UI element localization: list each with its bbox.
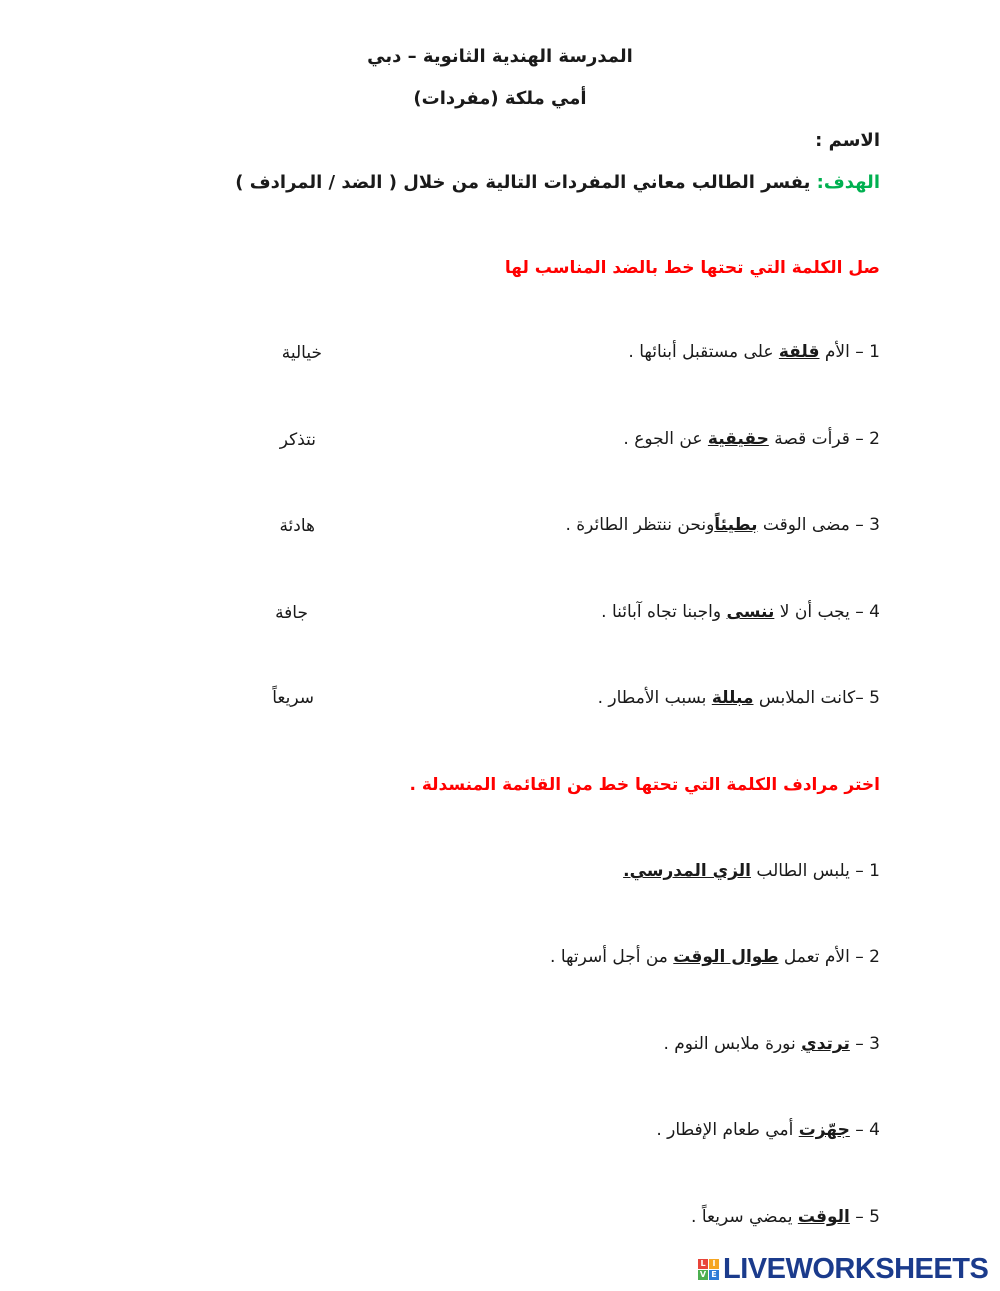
section1-item-1[interactable]: 1 – الأم قلقة على مستقبل أبنائها . — [628, 342, 880, 362]
section1-item-4[interactable]: 4 – يجب أن لا ننسى واجبنا تجاه آبائنا . — [601, 602, 880, 622]
section1-item-3[interactable]: 3 – مضى الوقت بطيئاًونحن ننتظر الطائرة . — [565, 515, 880, 535]
section2-item-2[interactable]: 2 – الأم تعمل طوال الوقت من أجل أسرتها . — [550, 947, 880, 967]
section1-item-2[interactable]: 2 – قرأت قصة حقيقية عن الجوع . — [623, 429, 880, 449]
liveworksheets-logo — [698, 1253, 988, 1286]
option-5[interactable]: سريعاً — [272, 688, 314, 708]
goal-label: الهدف: — [816, 172, 880, 193]
section2-item-5[interactable]: 5 – الوقت يمضي سريعاً . — [691, 1207, 880, 1227]
section2-item-3[interactable]: 3 – ترتدي نورة ملابس النوم . — [663, 1034, 880, 1054]
goal-text: يفسر الطالب معاني المفردات التالية من خلال ( الضد / المرادف ) — [235, 172, 817, 193]
underlined-word: طوال الوقت — [673, 947, 779, 967]
section2-instruction: اختر مرادف الكلمة التي تحتها خط من القائمة المنسدلة . — [409, 775, 880, 795]
goal-line — [235, 172, 880, 193]
underlined-word: الوقت — [797, 1207, 850, 1227]
section2-item-4[interactable]: 4 – جهّزت أمي طعام الإفطار . — [656, 1120, 880, 1140]
section2-item-1[interactable]: 1 – يلبس الطالب الزي المدرسي. — [623, 861, 880, 881]
school-title: المدرسة الهندية الثانوية – دبي — [367, 46, 633, 67]
underlined-word: ننسى — [726, 602, 775, 622]
name-label: الاسم : — [815, 130, 880, 151]
underlined-word: حقيقية — [707, 429, 769, 449]
logo-mark-icon: L I V E — [698, 1259, 719, 1280]
option-4[interactable]: جافة — [275, 603, 308, 623]
underlined-word: الزي المدرسي. — [623, 861, 751, 881]
section1-item-5[interactable]: 5 –كانت الملابس مبللة بسبب الأمطار . — [597, 688, 880, 708]
logo-text: LIVEWORKSHEETS — [723, 1253, 989, 1285]
option-3[interactable]: هادئة — [279, 516, 315, 536]
underlined-word: بطيئاً — [714, 515, 758, 535]
underlined-word: جهّزت — [798, 1120, 850, 1140]
section1-instruction: صل الكلمة التي تحتها خط بالضد المناسب لها — [504, 258, 880, 278]
underlined-word: ترتدي — [801, 1034, 850, 1054]
option-2[interactable]: نتذكر — [279, 430, 316, 450]
lesson-title: أمي ملكة (مفردات) — [413, 88, 587, 109]
underlined-word: مبللة — [711, 688, 754, 708]
option-1[interactable]: خيالية — [281, 343, 322, 363]
underlined-word: قلقة — [778, 342, 820, 362]
